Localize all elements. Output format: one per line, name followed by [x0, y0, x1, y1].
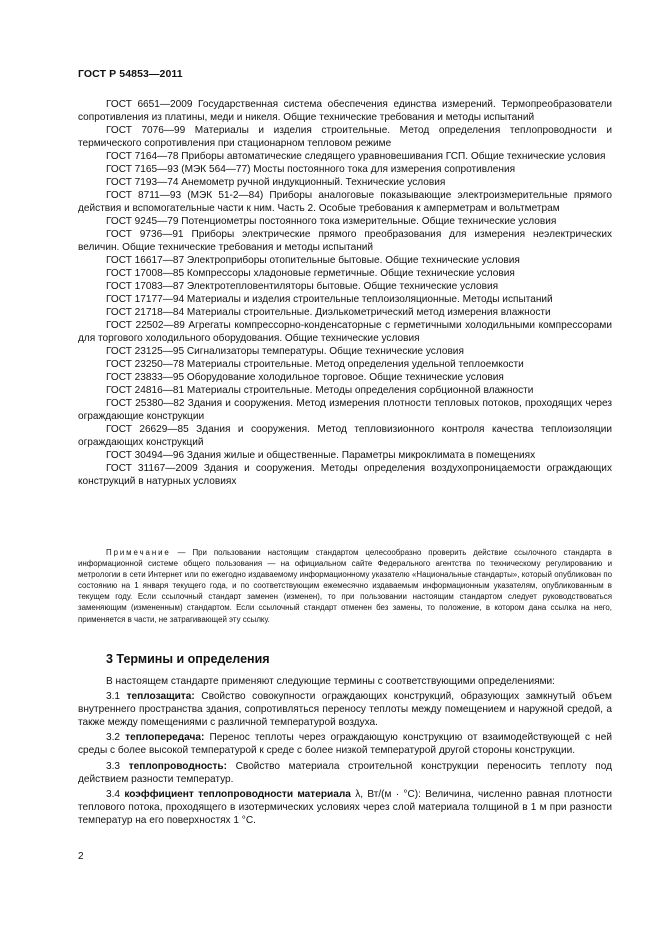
- reference-item: ГОСТ 16617—87 Электроприборы отопительные бытовые. Общие технические условия: [106, 255, 520, 266]
- definition-term: теплопередача:: [125, 732, 205, 744]
- reference-item: ГОСТ 9736—91 Приборы электрические прямого преобразования для измерения неэлектрических величин. Общие технические требования и методы испытаний: [78, 229, 612, 253]
- reference-item: ГОСТ 6651—2009 Государственная система обеспечения единства измерений. Термопреобразователи сопротивления из платины, меди и никеля. Общие технические требования и методы испытаний: [78, 99, 612, 123]
- reference-item: ГОСТ 17177—94 Материалы и изделия строительные теплоизоляционные. Методы испытаний: [106, 294, 553, 305]
- note-label: Примечание: [106, 548, 171, 557]
- reference-item: ГОСТ 7076—99 Материалы и изделия строительные. Метод определения теплопроводности и термического сопротивления при стационарном тепловом режиме: [78, 125, 612, 149]
- page-number: 2: [78, 851, 84, 862]
- definition-number: 3.4: [106, 788, 121, 800]
- definition-number: 3.2: [106, 732, 121, 744]
- reference-item: ГОСТ 22502—89 Агрегаты компрессорно-конденсаторные с герметичными холодильными компрессорами для торгового холодильного оборудования. Общие технические условия: [78, 320, 612, 344]
- reference-item: ГОСТ 17083—87 Электротепловентиляторы бытовые. Общие технические условия: [106, 281, 499, 292]
- section-intro: В настоящем стандарте применяют следующие термины с соответствующими определениями:: [106, 676, 555, 687]
- reference-item: ГОСТ 25380—82 Здания и сооружения. Метод измерения плотности тепловых потоков, проходящих через ограждающие конструкции: [78, 398, 612, 422]
- reference-item: ГОСТ 7193—74 Анемометр ручной индукционный. Технические условия: [106, 177, 446, 188]
- reference-item: ГОСТ 31167—2009 Здания и сооружения. Методы определения воздухопроницаемости ограждающих конструкций в натурных условиях: [78, 463, 612, 487]
- definition-text: Свойство совокупности ограждающих конструкций, образующих замкнутый объем внутреннего пространства здания, сопротивляться переносу теплоты между помещением и наружной средой, а также между помещениями с различной температурой воздуха.: [78, 691, 612, 729]
- note-text: — При пользовании настоящим стандартом целесообразно проверить действие ссылочного стандарта в информационной системе общего пользования — на официальном сайте Федерального агентства по техническому регулированию и метрологии в сети Интернет или по ежегодно издаваемому информационному указателю «Национальные стандарты», который опубликован по состоянию на 1 января текущего года, и по соответствующим ежемесячно издаваемым информационным указателям, опубликованным в текущем году. Если ссылочный стандарт заменен (изменен), то при пользовании настоящим стандартом следует руководствоваться заменяющим (измененным) стандартом. Если ссылочный стандарт отменен без замены, то положение, в котором дана ссылка на него, применяется в части, не затрагивающей эту ссылку.: [78, 548, 613, 624]
- definition-item: [78, 731, 612, 757]
- section-title: 3 Термины и определения: [106, 652, 270, 666]
- definition-text: Свойство материала строительной конструкции переносить теплоту под действием разности температур.: [78, 760, 612, 785]
- reference-item: ГОСТ 8711—93 (МЭК 51-2—84) Приборы аналоговые показывающие электроизмерительные прямого действия и вспомогательные части к ним. Часть 2. Особые требования к амперметрам и вольтметрам: [78, 190, 612, 214]
- document-header: ГОСТ Р 54853—2011: [78, 68, 183, 80]
- reference-item: ГОСТ 23833—95 Оборудование холодильное торговое. Общие технические условия: [106, 372, 504, 383]
- definition-number: 3.1: [106, 691, 121, 703]
- definition-item: [78, 690, 612, 729]
- definition-item: [78, 788, 612, 827]
- definition-number: 3.3: [106, 760, 121, 772]
- definitions-list: [78, 675, 612, 829]
- reference-item: ГОСТ 9245—79 Потенциометры постоянного тока измерительные. Общие технические условия: [106, 216, 557, 227]
- reference-item: ГОСТ 30494—96 Здания жилые и общественные. Параметры микроклимата в помещениях: [106, 450, 536, 461]
- note-paragraph: [78, 547, 612, 625]
- definition-item: [78, 760, 612, 786]
- definition-term: коэффициент теплопроводности материала: [124, 788, 351, 800]
- definition-text: Перенос теплоты через ограждающую конструкцию от взаимодействующей с ней среды с более высокой температурой к среде с более низкой температурой другой стороны конструкции.: [78, 732, 613, 757]
- definition-term: теплопроводность:: [128, 760, 227, 772]
- reference-item: ГОСТ 7165—93 (МЭК 564—77) Мосты постоянного тока для измерения сопротивления: [106, 164, 516, 175]
- reference-item: ГОСТ 7164—78 Приборы автоматические следящего уравновешивания ГСП. Общие технические условия: [106, 151, 606, 162]
- reference-item: ГОСТ 23125—95 Сигнализаторы температуры. Общие технические условия: [106, 346, 464, 357]
- reference-item: ГОСТ 24816—81 Материалы строительные. Методы определения сорбционной влажности: [106, 385, 534, 396]
- definition-term: теплозащита:: [126, 691, 195, 703]
- reference-item: ГОСТ 26629—85 Здания и сооружения. Метод тепловизионного контроля качества теплоизоляции ограждающих конструкций: [78, 424, 612, 448]
- reference-list: [78, 98, 612, 488]
- reference-item: ГОСТ 21718—84 Материалы строительные. Диэлькометрический метод измерения влажности: [106, 307, 551, 318]
- reference-item: ГОСТ 17008—85 Компрессоры хладоновые герметичные. Общие технические условия: [106, 268, 515, 279]
- definition-text: λ, Вт/(м · °С): Величина, численно равная плотности теплового потока, проходящего в изотермических условиях через слой материала толщиной в 1 м при разности температур на его поверхностях 1 °С.: [78, 788, 612, 826]
- reference-item: ГОСТ 23250—78 Материалы строительные. Метод определения удельной теплоемкости: [106, 359, 524, 370]
